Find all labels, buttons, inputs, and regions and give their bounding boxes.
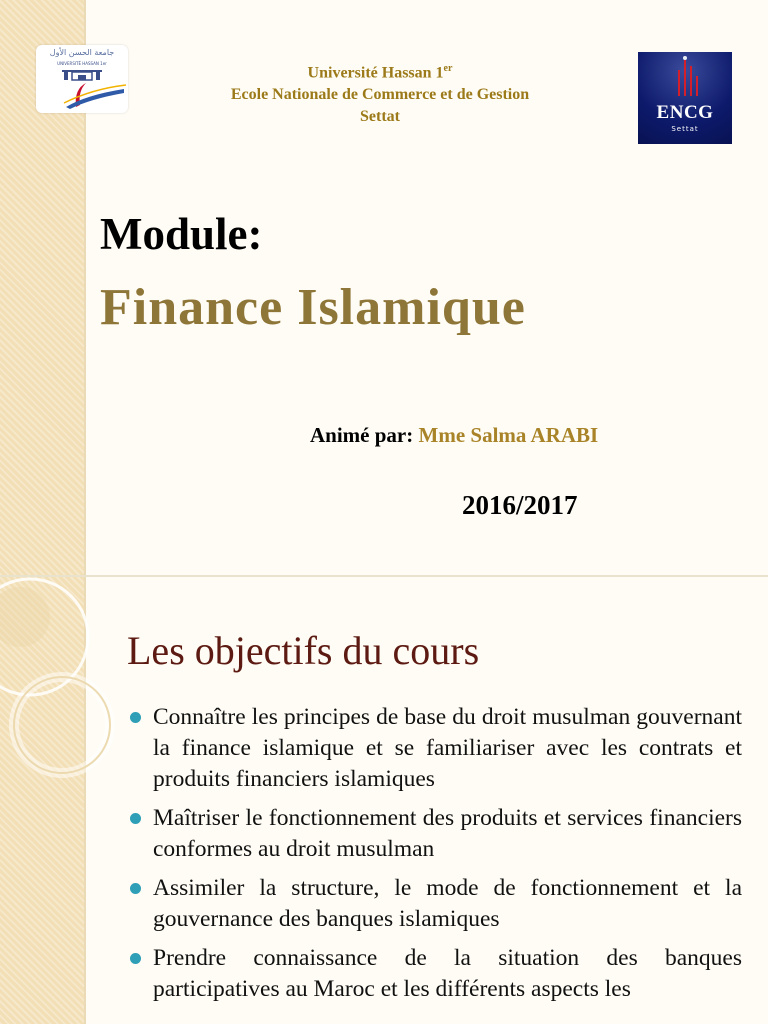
school-line: Ecole Nationale de Commerce et de Gestion [230, 86, 530, 104]
list-item: Maîtriser le fonctionnement des produits et services financiers conformes au droit musulman [130, 803, 742, 865]
presenter-name: Mme Salma ARABI [418, 423, 599, 447]
list-item: Connaître les principes de base du droit musulman gouvernant la finance islamique et se familiariser avec les contrats et produits financiers islamiques [130, 702, 742, 795]
encg-logo [638, 52, 732, 144]
decorative-circles-icon [0, 577, 120, 837]
bullet-dot-icon [130, 813, 141, 824]
list-item: Assimiler la structure, le mode de fonctionnement et la gouvernance des banques islamiques [130, 873, 742, 935]
universite-hassan-logo [36, 45, 128, 113]
list-item: Prendre connaissance de la situation des banques participatives au Maroc et les différents aspects les [130, 943, 742, 1005]
bullet-dot-icon [130, 883, 141, 894]
city-line: Settat [360, 108, 400, 126]
module-label: Module: [100, 209, 263, 259]
encg-building-icon [638, 52, 732, 102]
presenter-label: Animé par: [310, 423, 414, 447]
slide-title: Les objectifs du cours [127, 628, 480, 673]
svg-text:UNIVERSITÉ HASSAN 1er: UNIVERSITÉ HASSAN 1er [57, 61, 107, 66]
logo-arabic-text: جامعة الحسن الأول [49, 48, 115, 57]
objectives-list [130, 702, 742, 1013]
academic-year: 2016/2017 [462, 490, 578, 520]
university-emblem-icon [36, 45, 128, 113]
objectives-slide [0, 577, 768, 1024]
bullet-dot-icon [130, 712, 141, 723]
encg-logo-subtitle: Settat [671, 125, 699, 133]
bullet-dot-icon [130, 953, 141, 964]
institution-header [180, 58, 580, 128]
encg-logo-title: ENCG [656, 102, 714, 123]
university-line: Université Hassan 1er [307, 63, 453, 82]
presenter-line [310, 423, 598, 448]
module-title: Finance Islamique [100, 279, 526, 336]
